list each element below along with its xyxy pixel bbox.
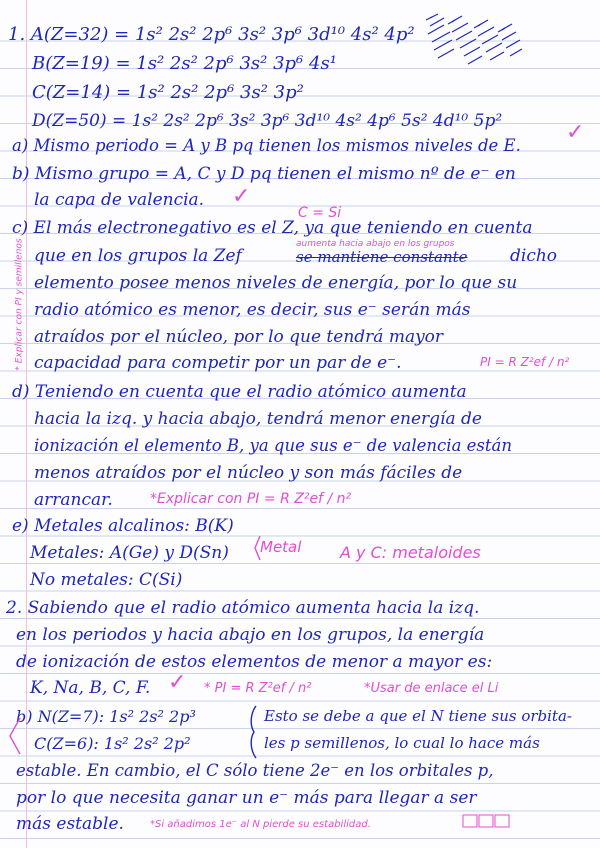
- answer-e-line1: e) Metales alcalinos: B(K): [12, 516, 234, 536]
- answer-d-line2: hacia la izq. y hacia abajo, tendrá menor energía de: [34, 409, 482, 429]
- config-A: 1. A(Z=32) = 1s² 2s² 2p⁶ 3s² 3p⁶ 3d¹⁰ 4s² 4p²: [8, 24, 415, 45]
- answer-d-line3: ionización el elemento B, ya que sus e⁻ de valencia están: [34, 436, 512, 455]
- q2-b-line1: b) N(Z=7): 1s² 2s² 2p³: [16, 707, 196, 726]
- q2-b-line5: más estable.: [16, 814, 124, 834]
- q2-line3: de ionización de estos elementos de menor a mayor es:: [16, 652, 493, 672]
- q2-line1: 2. Sabiendo que el radio atómico aumenta hacia la izq.: [6, 598, 480, 618]
- answer-e-line3: No metales: C(Si): [30, 570, 183, 590]
- note-metaloides: A y C: metaloides: [340, 543, 481, 562]
- answer-d-line4: menos atraídos por el núcleo y son más fáciles de: [34, 463, 463, 483]
- check-b: ✓: [232, 184, 251, 209]
- config-D: D(Z=50) = 1s² 2s² 2p⁶ 3s² 3p⁶ 3d¹⁰ 4s² 4p⁶ 5s² 4d¹⁰ 5p²: [32, 111, 503, 131]
- q2-b-line3: estable. En cambio, el C sólo tiene 2e⁻ en los orbitales p,: [16, 761, 494, 780]
- note-metal: Metal: [260, 538, 302, 556]
- q2-b-line4: por lo que necesita ganar un e⁻ más para llegar a ser: [16, 788, 477, 808]
- q2-b-line1-right: Esto se debe a que el N tiene sus orbita-: [264, 707, 572, 725]
- orbital-diagram-doodle: [422, 6, 534, 78]
- config-B: B(Z=19) = 1s² 2s² 2p⁶ 3s² 3p⁶ 4s¹: [32, 53, 337, 74]
- q2-line2: en los periodos y hacia abajo en los grupos, la energía: [16, 625, 485, 645]
- q2-b-line2-right: les p semillenos, lo cual lo hace más: [264, 734, 540, 752]
- note-c-eq-si: C = Si: [298, 205, 342, 221]
- answer-d-line1: d) Teniendo en cuenta que el radio atómico aumenta: [12, 382, 467, 402]
- answer-d-line5: arrancar.: [34, 490, 113, 510]
- answer-c-line2b-crossed: se mantiene constante: [296, 248, 468, 266]
- check-a: ✓: [566, 120, 585, 145]
- q2-line4: K, Na, B, C, F.: [30, 678, 151, 698]
- check-q2: ✓: [168, 670, 187, 695]
- answer-b-line1: b) Mismo grupo = A, C y D pq tienen el mismo nº de e⁻ en: [12, 164, 516, 184]
- pink-margin-mark: [4, 716, 24, 756]
- answer-a: a) Mismo periodo = A y B pq tienen los mismos niveles de E.: [12, 136, 521, 155]
- note-last: *Si añadimos 1e⁻ al N pierde su estabilidad.: [150, 819, 371, 830]
- answer-c-line2c: dicho: [510, 246, 558, 266]
- brace-separator: [246, 704, 262, 760]
- answer-c-line1: c) El más electronegativo es el Z, ya que teniendo en cuenta: [12, 218, 533, 238]
- note-pi-q2: * PI = R Z²ef / n²: [204, 681, 312, 696]
- answer-c-line6: capacidad para competir por un par de e⁻.: [34, 353, 402, 373]
- side-note: * Explicar con PI y semillenos: [14, 238, 25, 371]
- note-d-explain: *Explicar con PI = R Z²ef / n²: [150, 491, 352, 507]
- answer-c-line5: atraídos por el núcleo, por lo que tendrá mayor: [34, 327, 444, 347]
- note-usar: *Usar de enlace el Li: [364, 681, 499, 696]
- q2-b-line2: C(Z=6): 1s² 2s² 2p²: [34, 734, 191, 753]
- note-pi-c: PI = R Z²ef / n²: [480, 355, 570, 369]
- pink-bracket: [252, 534, 262, 562]
- note-aumenta: aumenta hacia abajo en los grupos: [296, 239, 455, 249]
- answer-b-line2: la capa de valencia.: [34, 190, 205, 210]
- answer-e-line2: Metales: A(Ge) y D(Sn): [30, 543, 229, 563]
- answer-c-line2a: que en los grupos la Zef: [34, 246, 242, 266]
- small-orbital-boxes: [462, 813, 510, 829]
- answer-c-line4: radio atómico es menor, es decir, sus e⁻ serán más: [34, 300, 471, 320]
- config-C: C(Z=14) = 1s² 2s² 2p⁶ 3s² 3p²: [32, 82, 304, 103]
- answer-c-line3: elemento posee menos niveles de energía, por lo que su: [34, 273, 518, 293]
